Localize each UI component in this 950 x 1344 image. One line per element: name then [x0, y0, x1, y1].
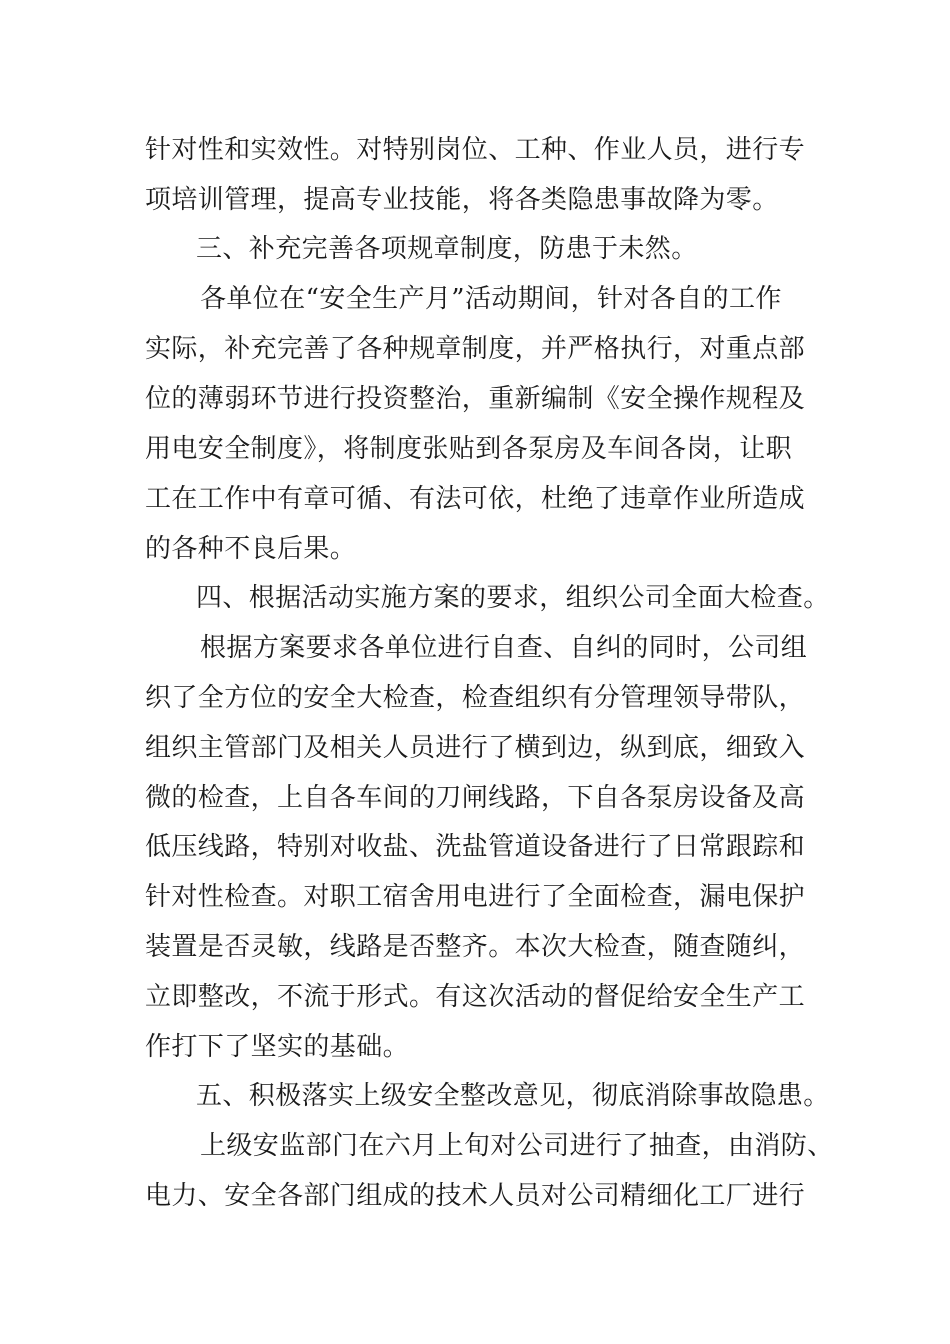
text-line: 作打下了坚实的基础。: [145, 1032, 410, 1062]
text-line: 根据方案要求各单位进行自查、自纠的同时，公司组: [200, 633, 808, 663]
section-heading: 五、积极落实上级安全整改意见，彻底消除事故隐患。: [196, 1081, 830, 1111]
text-line: 上级安监部门在六月上旬对公司进行了抽查，由消防、: [200, 1131, 834, 1161]
text-line: 针对性和实效性。对特别岗位、工种、作业人员，进行专: [145, 135, 806, 165]
section-heading: 四、根据活动实施方案的要求，组织公司全面大检查。: [196, 583, 830, 613]
section-heading: 三、补充完善各项规章制度，防患于未然。: [196, 234, 698, 264]
text-line: 针对性检查。对职工宿舍用电进行了全面检查，漏电保护: [145, 882, 806, 912]
text-line: 的各种不良后果。: [145, 534, 357, 564]
text-line: 项培训管理，提高专业技能，将各类隐患事故降为零。: [145, 185, 779, 215]
text-line: 织了全方位的安全大检查，检查组织有分管理领导带队，: [145, 683, 806, 713]
text-line: 用电安全制度》，将制度张贴到各泵房及车间各岗，让职: [145, 434, 793, 464]
text-line: 组织主管部门及相关人员进行了横到边，纵到底，细致入: [145, 733, 806, 763]
text-line: 立即整改，不流于形式。有这次活动的督促给安全生产工: [145, 982, 806, 1012]
text-line: 实际，补充完善了各种规章制度，并严格执行，对重点部: [145, 334, 806, 364]
text-line: 位的薄弱环节进行投资整治，重新编制《安全操作规程及: [145, 384, 806, 414]
text-line: 各单位在“安全生产月”活动期间，针对各自的工作: [200, 284, 782, 314]
text-line: 电力、安全各部门组成的技术人员对公司精细化工厂进行: [145, 1181, 806, 1211]
text-line: 微的检查，上自各车间的刀闸线路，下自各泵房设备及高: [145, 783, 806, 813]
text-line: 装置是否灵敏，线路是否整齐。本次大检查，随查随纠，: [145, 932, 806, 962]
text-line: 工在工作中有章可循、有法可依，杜绝了违章作业所造成: [145, 484, 806, 514]
text-line: 低压线路，特别对收盐、洗盐管道设备进行了日常跟踪和: [145, 832, 806, 862]
